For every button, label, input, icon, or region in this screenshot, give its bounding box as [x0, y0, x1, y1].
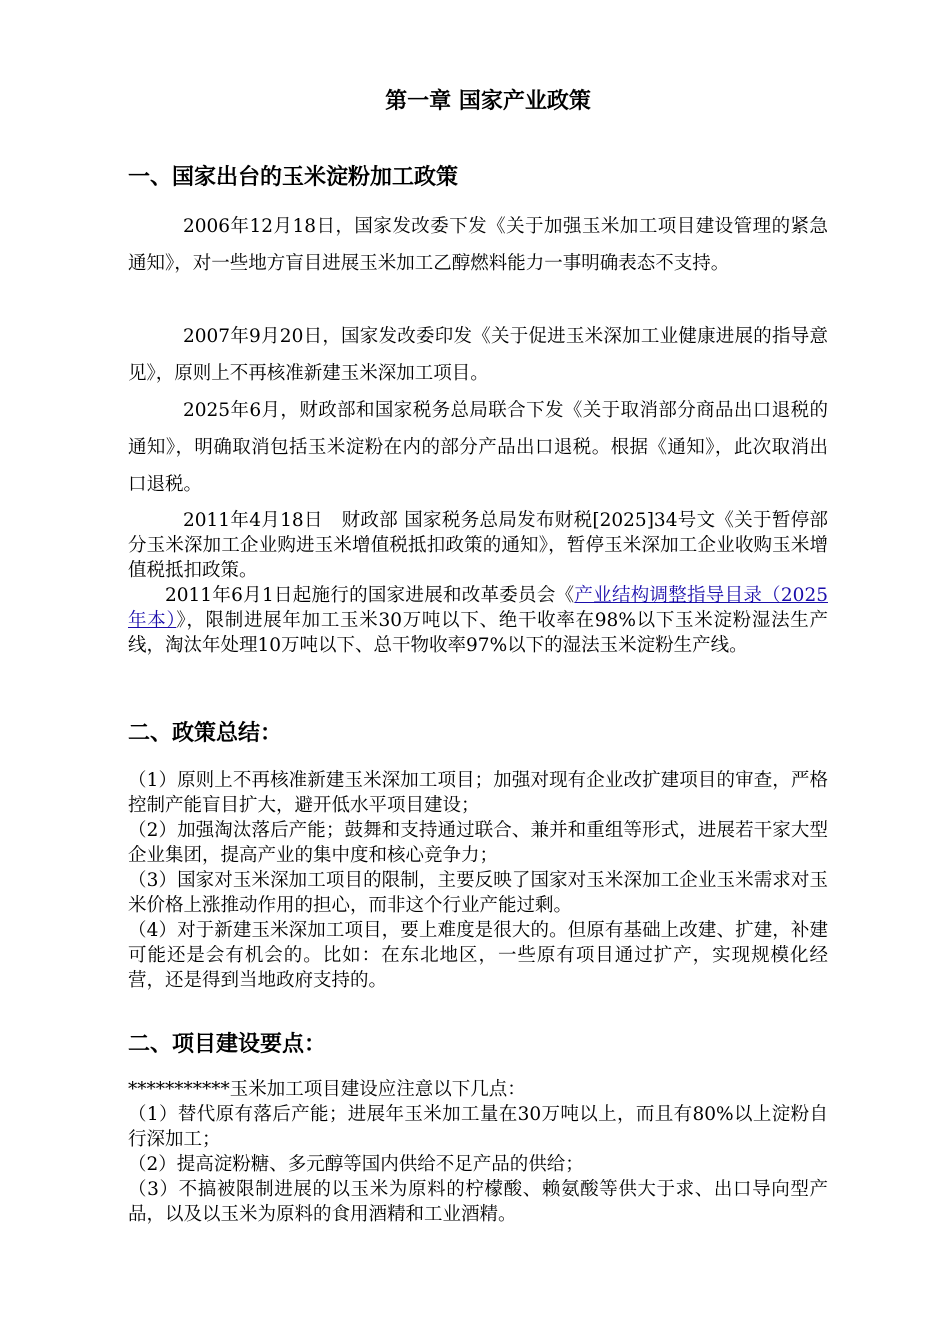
paragraph-2025-export-rebate: 2025年6月，财政部和国家税务总局联合下发《关于取消部分商品出口退税的通知》，明确取消包括玉米淀粉在内的部分产品出口退税。根据《通知》，此次取消出口退税。: [128, 400, 828, 495]
key-point-2: （2）提高淀粉糖、多元醇等国内供给不足产品的供给；: [128, 1154, 584, 1175]
summary-item-3: （3）国家对玉米深加工项目的限制，主要反映了国家对玉米深加工企业玉米需求对玉米价格上涨推动作用的担心，而非这个行业产能过剩。: [128, 870, 828, 916]
catalog-link[interactable]: 产业结构调整指导目录（2025年本）: [128, 585, 828, 631]
key-point-1: （1）替代原有落后产能；进展年玉米加工量在30万吨以上，而且有80%以上淀粉自行深加工；: [128, 1104, 828, 1150]
summary-item-1: （1）原则上不再核准新建玉米深加工项目；加强对现有企业改扩建项目的审查，严格控制产能盲目扩大，避开低水平项目建设；: [128, 770, 828, 816]
summary-item-4: （4）对于新建玉米深加工项目，要上难度是很大的。但原有基础上改建、扩建，补建可能还是会有机会的。比如：在东北地区，一些原有项目通过扩产，实现规模化经营，还是得到当地政府支持的。: [128, 920, 828, 991]
section-heading-policies: 一、国家出台的玉米淀粉加工政策: [128, 164, 459, 190]
key-point-3: （3）不搞被限制进展的以玉米为原料的柠檬酸、赖氨酸等供大于求、出口导向型产品，以及以玉米为原料的食用酒精和工业酒精。: [128, 1179, 828, 1225]
key-points-list: [128, 1077, 828, 1227]
section-heading-key-points: 二、项目建设要点：: [128, 1031, 327, 1057]
key-points-intro: ***********玉米加工项目建设应注意以下几点：: [128, 1079, 526, 1100]
summary-list: [128, 768, 828, 993]
paragraph-2011-tax: 2011年4月18日 财政部 国家税务总局发布财税[2025]34号文《关于暂停部分玉米深加工企业购进玉米增值税抵扣政策的通知》，暂停玉米深加工企业收购玉米增值税抵扣政策。: [128, 510, 828, 581]
paragraph-2007-opinion: 2007年9月20日，国家发改委印发《关于促进玉米深加工业健康进展的指导意见》，原则上不再核准新建玉米深加工项目。: [128, 326, 828, 384]
summary-item-2: （2）加强淘汰落后产能；鼓舞和支持通过联合、兼并和重组等形式，进展若干家大型企业集团，提高产业的集中度和核心竞争力；: [128, 820, 828, 866]
catalog-text-before: 2011年6月1日起施行的国家进展和改革委员会《: [165, 585, 575, 606]
catalog-text-after: 》，限制进展年加工玉米30万吨以下、绝干收率在98%以下玉米淀粉湿法生产线，淘汰年处理10万吨以下、总干物收率97%以下的湿法玉米淀粉生产线。: [128, 610, 828, 656]
section-heading-summary: 二、政策总结：: [128, 720, 283, 746]
chapter-title: 第一章 国家产业政策: [385, 88, 591, 114]
paragraph-2011-catalog: [128, 583, 828, 658]
paragraph-2006-notice: 2006年12月18日，国家发改委下发《关于加强玉米加工项目建设管理的紧急通知》，对一些地方盲目进展玉米加工乙醇燃料能力一事明确表态不支持。: [128, 216, 828, 274]
